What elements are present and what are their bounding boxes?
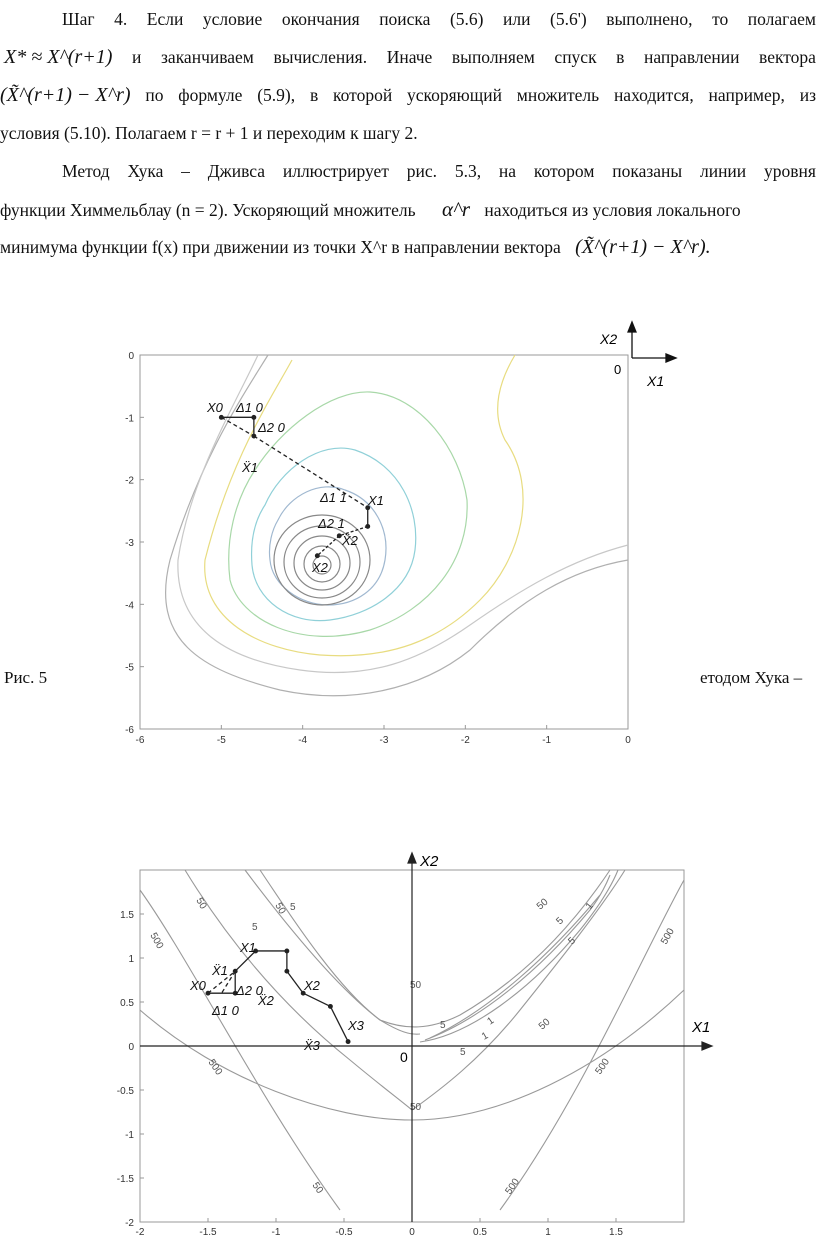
fig2-path-segment	[330, 1006, 348, 1041]
fig1-contours	[166, 355, 628, 696]
fig2-path-point	[329, 1005, 333, 1009]
fig2-clabel-4: 50	[272, 901, 288, 917]
fig1-ytick-label: -3	[125, 538, 134, 549]
alpha-symbol: α^r	[441, 197, 471, 221]
fig2-ytick-label: -1.5	[116, 1174, 134, 1185]
fig1-label-xdd2: Ẍ2	[342, 533, 358, 548]
fig1-xtick-label: -1	[542, 735, 552, 746]
fig2-xtick-label: -1.5	[199, 1227, 217, 1238]
fig1-ytick-label: -5	[125, 662, 134, 674]
fig2-path-point	[285, 949, 289, 953]
fig1-xtick-label: 0	[625, 735, 631, 746]
fig2-clabel-11: 1	[485, 1015, 497, 1028]
fig2-clabel-18: 500	[593, 1056, 613, 1077]
fig2-ytick-label: 0.5	[120, 998, 134, 1009]
fig2-xtick-label: 0.5	[473, 1227, 487, 1238]
fig2-clabel-2: 5	[252, 922, 258, 933]
fig2-clabel-1: 50	[193, 896, 209, 912]
fig2-clabel-9: 50	[410, 980, 422, 991]
fig1-ytick-label: 0	[128, 351, 134, 362]
fig2-xtick-label: 1.5	[609, 1227, 623, 1238]
fig2-ytick-label: -1	[125, 1130, 134, 1141]
fig1-label-d11: Δ1 1	[320, 490, 347, 505]
fig2-clabel-8: 5	[566, 935, 579, 948]
fig2-path-point	[346, 1040, 350, 1044]
fig2-label-xdd2: Ẍ2	[258, 993, 274, 1008]
fig2-contour-5b	[420, 870, 618, 1042]
fig1-origin-label: 0	[614, 362, 622, 377]
fig2-clabel-16: 500	[205, 1057, 225, 1078]
fig1-xtick-label: -4	[298, 735, 308, 746]
fig1-path-point	[252, 416, 256, 420]
fig1-contour-outer	[166, 355, 628, 696]
p1-line2: X* ≈ X^(r+1) и заканчиваем вычисления. Иначе выполняем спуск в направлении вектора	[0, 38, 816, 76]
fig2-xtick-label: 0	[409, 1227, 415, 1238]
fig2-label-d20: Δ2 0	[236, 983, 263, 998]
fig1-label-x0: X0	[207, 400, 223, 415]
figure1-caption-left: Рис. 5	[4, 668, 48, 687]
fig2-label-x2: X2	[304, 978, 320, 993]
p1-line4: условия (5.10). Полагаем r = r + 1 и переходим к шагу 2.	[0, 123, 418, 143]
fig2-contour-500b	[500, 880, 684, 1210]
fig2-path-segment	[287, 971, 303, 993]
fig1-ytick-label: -2	[125, 475, 134, 487]
figure-1-plot	[110, 320, 700, 750]
fig2-clabel-14: 1	[480, 1030, 491, 1043]
fig1-path-point	[337, 534, 341, 538]
p1-line1: Шаг 4. Если условие окончания поиска (5.6) или (5.6') выполнено, то полагаем	[62, 9, 816, 29]
fig2-clabel-20: 500	[503, 1176, 523, 1197]
fig1-axes-glyph	[628, 322, 676, 362]
fig2-clabel-3: 5	[290, 902, 296, 913]
fig1-label-d20: Δ2 0	[258, 420, 285, 435]
fig1-ytick-label: -4	[125, 600, 134, 612]
fig2-clabel-13: 50	[536, 1016, 553, 1033]
formula-direction: (X̃^(r+1) − X^r)	[0, 84, 131, 106]
fig2-clabel-10: 5	[440, 1020, 446, 1031]
fig2-ytick-label: 1.5	[120, 910, 134, 921]
fig1-label-d10: Δ1 0	[236, 400, 263, 415]
fig2-main-axes	[140, 853, 712, 1222]
fig2-label-x3: X3	[348, 1018, 364, 1033]
fig2-label-x1: X1	[240, 940, 256, 955]
fig2-clabel-7: 1	[583, 900, 596, 912]
fig2-clabel-12: 500	[659, 926, 677, 947]
fig2-clabel-6: 5	[554, 915, 567, 928]
paragraph-1	[0, 0, 816, 152]
fig2-point-labels	[189, 940, 365, 1053]
fig1-xtick-label: -6	[135, 735, 145, 746]
fig2-path-segment	[303, 993, 330, 1006]
fig1-label-x1: X1	[368, 493, 384, 508]
fig2-clabel-17: 50	[410, 1102, 422, 1113]
fig1-axis-x2-label: X2	[600, 331, 618, 347]
fig2-ticks	[117, 910, 624, 1238]
fig2-xtick-label: -0.5	[335, 1227, 353, 1238]
figure1-caption-right: етодом Хука –	[700, 668, 803, 687]
fig2-clabel-5: 50	[534, 896, 551, 913]
p2-line1: Метод Хука – Дживса иллюстрирует рис. 5.3, на котором показаны линии уровня	[62, 161, 816, 181]
fig2-axis-x1-label: X1	[692, 1019, 711, 1036]
figure-2-plot	[100, 840, 720, 1240]
fig1-ytick-label: -1	[125, 413, 134, 425]
p2-line3: минимума функции f(x) при движении из точки X^r в направлении вектора (X̃^(r+1) − X^r).	[0, 236, 711, 258]
formula-xstar: X* ≈ X^(r+1)	[4, 46, 113, 68]
fig2-label-xdd3: Ẍ3	[304, 1038, 320, 1053]
fig2-contour-50b	[260, 870, 420, 1034]
fig2-xtick-label: -2	[135, 1227, 145, 1238]
fig1-xtick-label: -5	[216, 735, 226, 746]
fig1-axis-x1-label: X1	[647, 373, 665, 389]
fig1-ticks	[125, 351, 631, 746]
fig2-ytick-label: -0.5	[116, 1086, 134, 1097]
fig1-path-segment	[254, 436, 368, 508]
fig2-label-xdd1: Ẍ1	[212, 963, 228, 978]
fig2-clabel-15: 5	[460, 1047, 466, 1058]
fig2-ytick-label: 0	[128, 1042, 134, 1053]
paragraph-2	[0, 152, 816, 266]
fig1-label-xdd1: Ẍ1	[242, 460, 258, 475]
fig1-xtick-label: -3	[379, 735, 389, 746]
fig2-label-x0: X0	[190, 978, 206, 993]
fig1-ytick-label: -6	[125, 725, 134, 736]
fig2-label-d10: Δ1 0	[212, 1003, 239, 1018]
fig2-ytick-label: -2	[125, 1218, 134, 1229]
fig1-contour-cyan	[252, 448, 416, 621]
fig2-origin-label: 0	[400, 1049, 408, 1065]
fig2-contour-1a	[425, 875, 610, 1040]
fig2-clabel-0: 500	[147, 931, 166, 951]
fig1-xtick-label: -2	[460, 735, 470, 746]
fig1-label-x2: X2	[312, 560, 328, 575]
fig1-path-point	[366, 525, 370, 529]
fig2-xtick-label: -1	[271, 1227, 281, 1238]
fig1-path-point	[316, 554, 320, 558]
fig2-axis-x2-label: X2	[420, 853, 439, 870]
fig2-ytick-label: 1	[128, 954, 134, 965]
p2-line2: функции Химмельблау (n = 2). Ускоряющий множитель α^r находиться из условия локального	[0, 197, 741, 221]
fig1-label-d21: Δ2 1	[318, 516, 345, 531]
formula-direction-2: (X̃^(r+1) − X^r).	[575, 236, 711, 258]
fig2-xtick-label: 1	[545, 1227, 551, 1238]
fig2-clabel-19: 50	[309, 1180, 325, 1196]
fig2-path-point	[285, 969, 289, 973]
p1-line3: (X̃^(r+1) − X^r) по формуле (5.9), в которой ускоряющий множитель находится, например, из	[0, 76, 816, 114]
